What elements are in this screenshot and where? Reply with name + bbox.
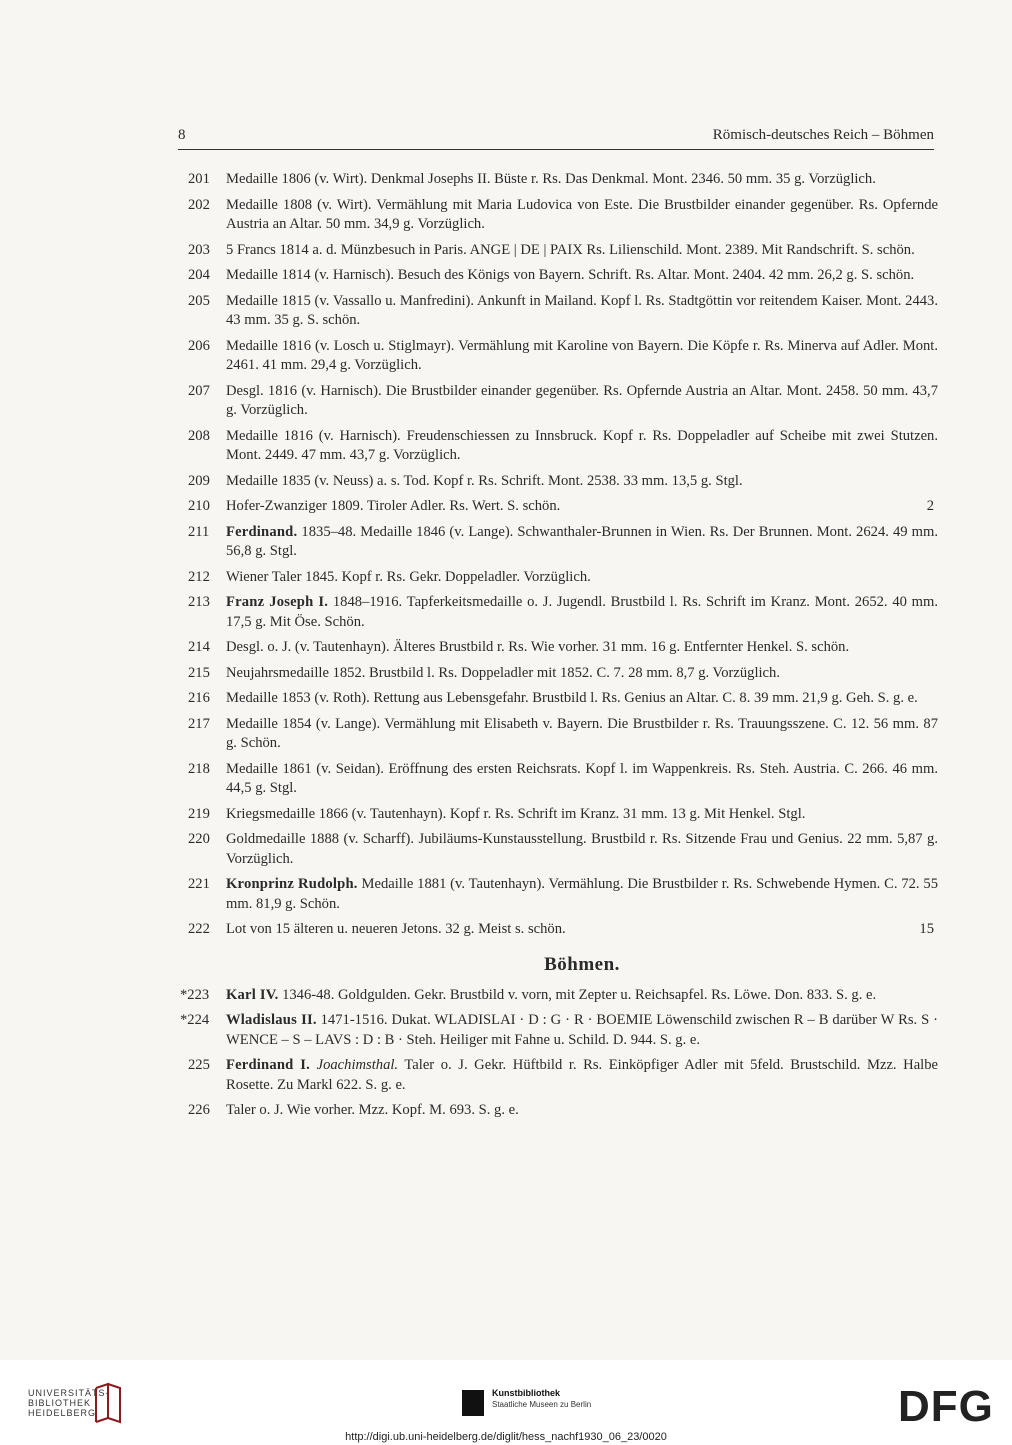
lot-description: Neujahrsmedaille 1852. Brustbild l. Rs. Doppeladler mit 1852. C. 7. 28 mm. 8,7 g. Vorzüglich. [226,664,780,681]
lot-entry [178,472,938,492]
lot-entry [178,805,938,825]
lot-description: Medaille 1861 (v. Seidan). Eröffnung des ersten Reichsrats. Kopf l. im Wappenkreis. Rs. Steh. Austria. C. 266. 46 mm. 44,5 g. Stgl. [226,760,938,796]
lot-entry [178,266,938,286]
lot-quantity: 2 [926,498,934,514]
lot-description: Medaille 1835 (v. Neuss) a. s. Tod. Kopf r. Rs. Schrift. Mont. 2538. 33 mm. 13,5 g. Stgl. [226,472,743,489]
lot-ruler-name: Franz Joseph I. [226,594,329,610]
lot-entry [178,664,938,684]
lot-entry [178,241,938,261]
lot-description: Medaille 1814 (v. Harnisch). Besuch des Königs von Bayern. Schrift. Rs. Altar. Mont. 2404. 42 mm. 26,2 g. S. schön. [226,267,915,283]
lot-number: 219 [188,805,210,822]
lot-ruler-name: Ferdinand I. [226,1057,310,1073]
kunstbibliothek-logo [462,1388,662,1428]
lot-entry [178,689,938,709]
lot-number: 217 [188,715,210,732]
lot-number: 210 [188,498,210,514]
lot-number: 204 [188,267,210,283]
lot-number: 207 [188,382,210,399]
lot-number: 222 [188,921,210,937]
lot-ruler-name: Wladislaus II. [226,1012,317,1028]
lot-entry [178,523,938,562]
running-head [178,127,934,150]
lot-description: Desgl. 1816 (v. Harnisch). Die Brustbilder einander gegenüber. Rs. Opfernde Austria an Altar. Mont. 2458. 50 mm. 43,7 g. Vorzüglich. [226,382,938,418]
lot-number: 211 [188,523,210,540]
lot-description: 1848–1916. Tapferkeitsmedaille o. J. Jugendl. Brustbild l. Rs. Schrift im Kranz. Mont. 2652. 40 mm. 17,5 g. Mit Öse. Schön. [226,594,939,630]
lot-entry [178,1056,938,1095]
lot-description: Medaille 1815 (v. Vassallo u. Manfredini). Ankunft in Mailand. Kopf l. Rs. Stadtgöttin vor reitendem Kaiser. Mont. 2443. 43 mm. 35 g. S. schön. [226,292,938,328]
lot-ruler-name: Karl IV. [226,986,279,1003]
lot-entry [178,760,938,799]
lot-entry [178,292,938,331]
lot-entry [178,1011,938,1050]
lot-description: Medaille 1881 (v. Tautenhayn). Vermählung. Die Brustbilder r. Rs. Schwebende Hymen. C. 72. 55 mm. 81,9 g. Schön. [226,876,938,912]
uni-line-1: UNIVERSITÄTS- [28,1388,110,1398]
lot-number: 225 [188,1057,210,1073]
running-title: Römisch-deutsches Reich – Böhmen [712,127,934,143]
kb-line-2: Staatliche Museen zu Berlin [492,1400,592,1409]
lot-description: Medaille 1853 (v. Roth). Rettung aus Lebensgefahr. Brustbild l. Rs. Genius an Altar. C. 8. 39 mm. 21,9 g. Geh. S. g. e. [226,690,918,706]
lot-entry [178,593,938,632]
lot-number: 213 [188,594,210,610]
lot-description: 1346-48. Goldgulden. Gekr. Brustbild v. vorn, mit Zepter u. Reichsapfel. Rs. Löwe. Don. 833. S. g. e. [282,986,877,1003]
lot-description: Medaille 1816 (v. Losch u. Stiglmayr). Vermählung mit Karoline von Bayern. Die Köpfe r. Rs. Minerva auf Adler. Mont. 2461. 41 mm. 29,4 g. Vorzüglich. [226,337,938,373]
lot-number: 214 [188,639,210,655]
lot-description: 1835–48. Medaille 1846 (v. Lange). Schwanthaler-Brunnen in Wien. Rs. Der Brunnen. Mont. 2624. 49 mm. 56,8 g. Stgl. [226,523,938,559]
lot-entry [178,920,938,940]
lot-description: Medaille 1808 (v. Wirt). Vermählung mit Maria Ludovica von Este. Die Brustbilder einander gegenüber. Rs. Opfernde Austria an Altar. 50 mm. 34,9 g. Vorzüglich. [226,196,938,232]
lot-number: 209 [188,472,210,489]
lot-description: 5 Francs 1814 a. d. Münzbesuch in Paris. ANGE | DE | PAIX Rs. Lilienschild. Mont. 2389. Mit Randschrift. S. schön. [226,241,915,258]
lot-number: 216 [188,690,210,706]
dfg-logo: DFG [898,1382,994,1431]
lot-number: *224 [180,1012,210,1028]
uni-line-2: BIBLIOTHEK [28,1398,92,1408]
uni-line-3: HEIDELBERG [28,1408,97,1418]
lot-entry [178,497,938,517]
lot-description: Lot von 15 älteren u. neueren Jetons. 32 g. Meist s. schön. [226,921,566,937]
lot-number: 206 [188,337,210,354]
lot-description: Taler o. J. Gekr. Hüftbild r. Rs. Einköpfiger Adler mit 5feld. Brustschild. Mzz. Halbe Rosette. Zu Markl 622. S. g. e. [226,1057,939,1093]
page-number: 8 [178,127,186,143]
lot-mint-place: Joachimsthal. [316,1057,399,1073]
lot-description: 1471-1516. Dukat. WLADISLAI · D : G · R · BOEMIE Löwenschild zwischen R – B darüber W Rs. S · WENCE – S – LAVS : D : B · Steh. Heiliger mit Fahne u. Schild. D. 944. S. g. e. [226,1012,938,1048]
lot-entry [178,875,938,914]
lot-number: 202 [188,196,210,213]
lot-number: 221 [188,876,210,892]
lot-ruler-name: Ferdinand. [226,523,298,540]
lot-ruler-name: Kronprinz Rudolph. [226,876,358,892]
lot-entry [178,715,938,754]
lot-entry [178,196,938,235]
lot-number: 212 [188,568,210,585]
lot-entry [178,337,938,376]
lot-number: 205 [188,292,210,309]
source-url[interactable]: http://digi.ub.uni-heidelberg.de/diglit/hess_nachf1930_06_23/0020 [345,1431,667,1443]
lot-entry [178,830,938,869]
lot-entry [178,1101,938,1121]
kb-line-1: Kunstbibliothek [492,1388,560,1398]
lot-description: Medaille 1816 (v. Harnisch). Freudenschiessen zu Innsbruck. Kopf r. Rs. Doppeladler auf Scheibe mit zwei Stutzen. Mont. 2449. 47 mm. 43,7 g. Vorzüglich. [226,427,938,463]
lot-entry [178,382,938,421]
lot-description: Goldmedaille 1888 (v. Scharff). Jubiläums-Kunstausstellung. Brustbild r. Rs. Sitzende Frau und Genius. 22 mm. 5,87 g. Vorzüglich. [226,831,938,867]
lot-description: Kriegsmedaille 1866 (v. Tautenhayn). Kopf r. Rs. Schrift im Kranz. 31 mm. 13 g. Mit Henkel. Stgl. [226,805,806,822]
lot-description: Medaille 1854 (v. Lange). Vermählung mit Elisabeth v. Bayern. Die Brustbilder r. Rs. Trauungsszene. C. 12. 56 mm. 87 g. Schön. [226,715,938,751]
lot-description: Hofer-Zwanziger 1809. Tiroler Adler. Rs. Wert. S. schön. [226,498,561,514]
lot-number: 201 [188,171,210,187]
lot-entry [178,427,938,466]
lot-entry [178,638,938,658]
lot-entry [178,170,938,190]
lot-number: 218 [188,760,210,777]
lot-list [178,170,938,1127]
lot-description: Wiener Taler 1845. Kopf r. Rs. Gekr. Doppeladler. Vorzüglich. [226,568,591,585]
kunstbibliothek-mark-icon [462,1390,484,1416]
lot-number: 208 [188,427,210,444]
lot-entry [178,568,938,588]
lot-number: 220 [188,831,210,847]
lot-number: 226 [188,1102,210,1118]
lot-entry [178,986,938,1006]
uni-heidelberg-logo-icon [92,1382,124,1424]
lot-number: 203 [188,241,210,258]
lot-quantity: 15 [919,921,934,937]
lot-number: 215 [188,664,210,681]
lot-description: Taler o. J. Wie vorher. Mzz. Kopf. M. 693. S. g. e. [226,1102,519,1118]
lot-number: *223 [180,986,210,1003]
lot-description: Medaille 1806 (v. Wirt). Denkmal Josephs II. Büste r. Rs. Das Denkmal. Mont. 2346. 50 mm. 35 g. Vorzüglich. [226,171,876,187]
section-title: Böhmen. [544,953,620,975]
lot-description: Desgl. o. J. (v. Tautenhayn). Älteres Brustbild r. Rs. Wie vorher. 31 mm. 16 g. Entfernter Henkel. S. schön. [226,639,850,655]
